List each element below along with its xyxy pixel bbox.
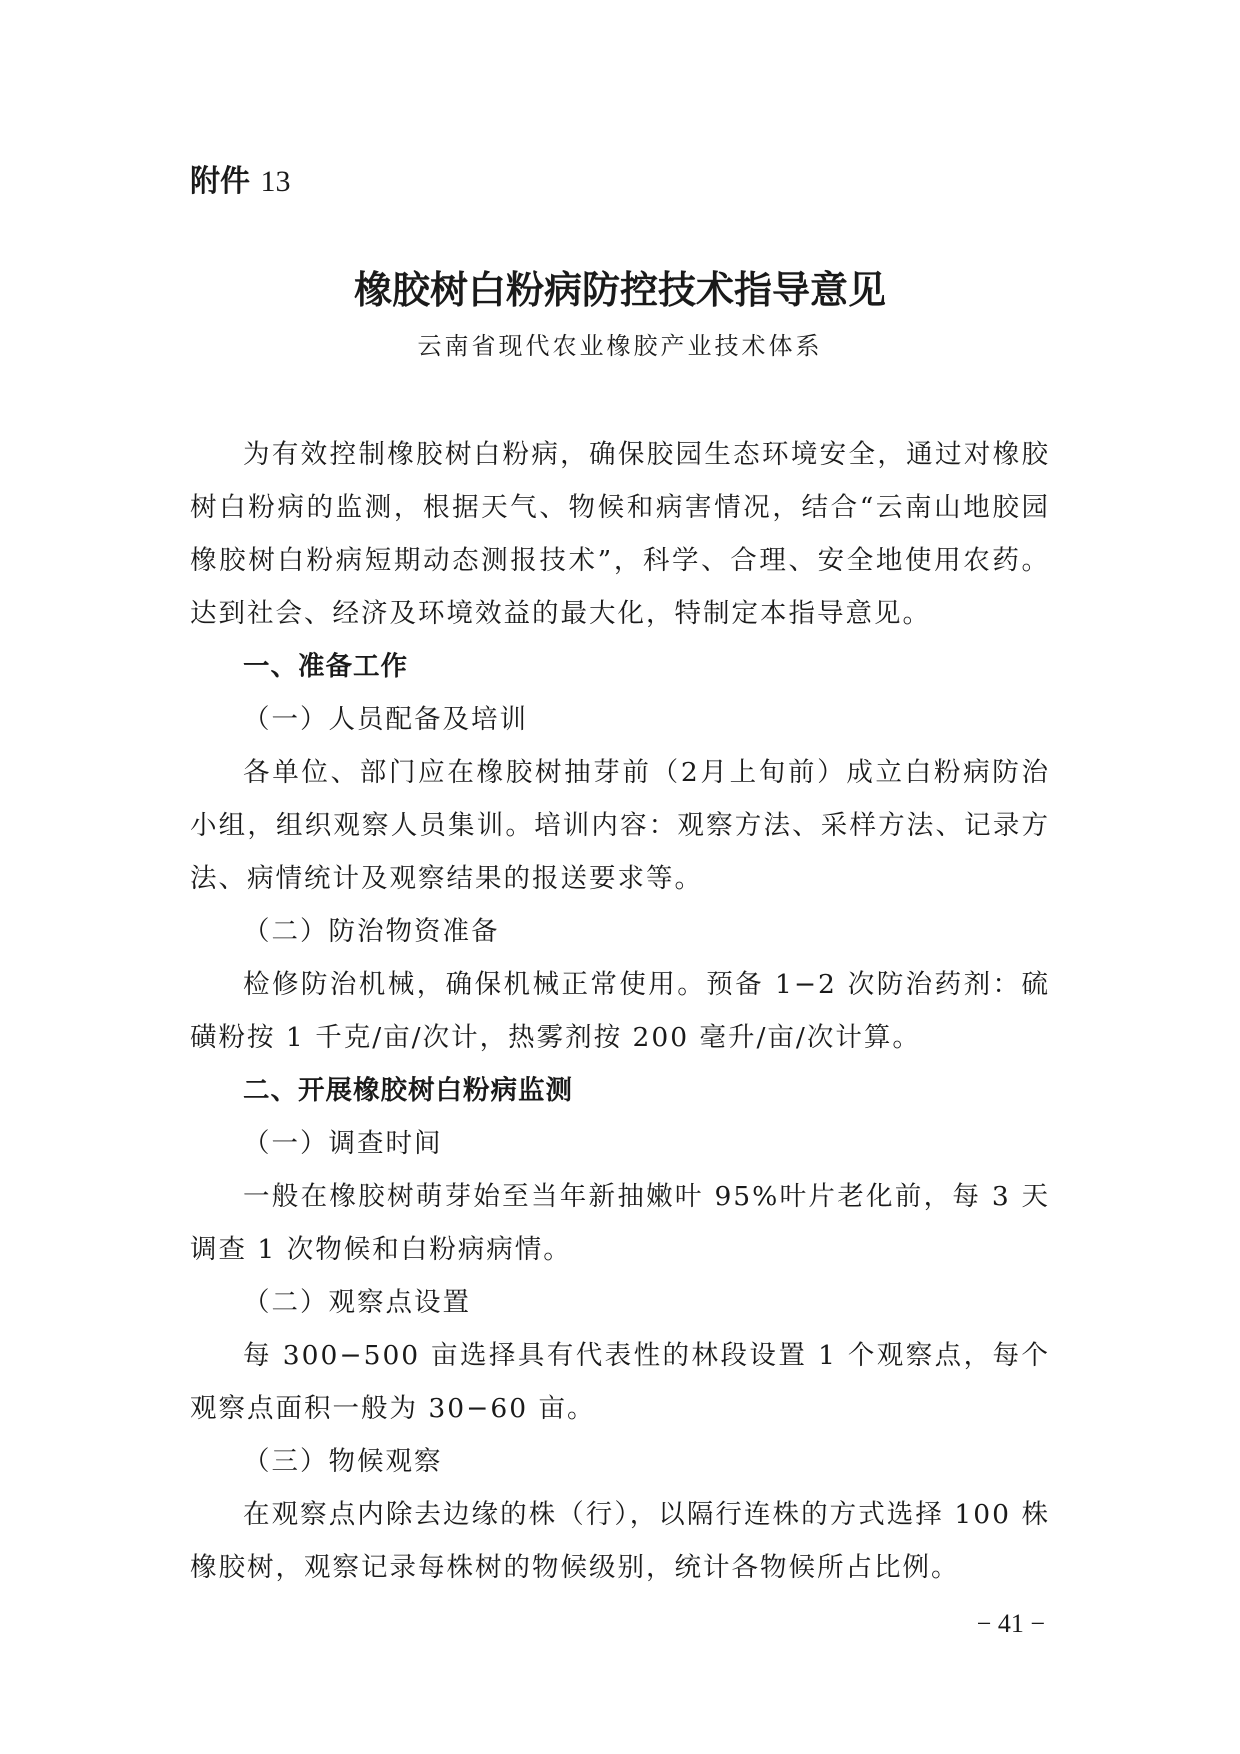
document-title: 橡胶树白粉病防控技术指导意见 xyxy=(353,267,886,312)
subsection-heading-observation-points: （二）观察点设置 xyxy=(243,1287,471,1318)
intro-paragraph: 为有效控制橡胶树白粉病，确保胶园生态环境安全，通过对橡胶树白粉病的监测，根据天气、物候和病害情况，结合“云南山地胶园橡胶树白粉病短期动态测报技术”，科学、合理、安全地使用农药。达到社会、经济及环境效益的最大化，特制定本指导意见。 xyxy=(190,439,1050,629)
subsection-heading-staffing: （一）人员配备及培训 xyxy=(243,704,528,735)
materials-paragraph: 检修防治机械，确保机械正常使用。预备 1−2 次防治药剂：硫磺粉按 1 千克/亩/次计，热雾剂按 200 毫升/亩/次计算。 xyxy=(190,969,1050,1053)
attachment-label xyxy=(190,158,290,206)
attachment-word: 附件 xyxy=(190,164,250,199)
staffing-paragraph: 各单位、部门应在橡胶树抽芽前（2月上旬前）成立白粉病防治小组，组织观察人员集训。培训内容：观察方法、采样方法、记录方法、病情统计及观察结果的报送要求等。 xyxy=(190,757,1050,894)
subsection-heading-phenology: （三）物候观察 xyxy=(243,1446,443,1477)
attachment-number: 13 xyxy=(260,165,291,198)
document-subtitle: 云南省现代农业橡胶产业技术体系 xyxy=(417,332,823,360)
observation-points-paragraph: 每 300−500 亩选择具有代表性的林段设置 1 个观察点，每个观察点面积一般为 30−60 亩。 xyxy=(190,1340,1050,1424)
section-heading-monitoring: 二、开展橡胶树白粉病监测 xyxy=(243,1075,573,1106)
page-number: − 41 − xyxy=(976,1609,1045,1638)
survey-time-paragraph: 一般在橡胶树萌芽始至当年新抽嫩叶 95%叶片老化前，每 3 天调查 1 次物候和白粉病病情。 xyxy=(190,1181,1050,1265)
phenology-paragraph: 在观察点内除去边缘的株（行），以隔行连株的方式选择 100 株橡胶树，观察记录每株树的物候级别，统计各物候所占比例。 xyxy=(190,1499,1050,1583)
subsection-heading-survey-time: （一）调查时间 xyxy=(243,1128,443,1159)
subsection-heading-materials: （二）防治物资准备 xyxy=(243,916,500,947)
document-body xyxy=(190,428,1050,1594)
section-heading-preparation: 一、准备工作 xyxy=(243,651,408,682)
